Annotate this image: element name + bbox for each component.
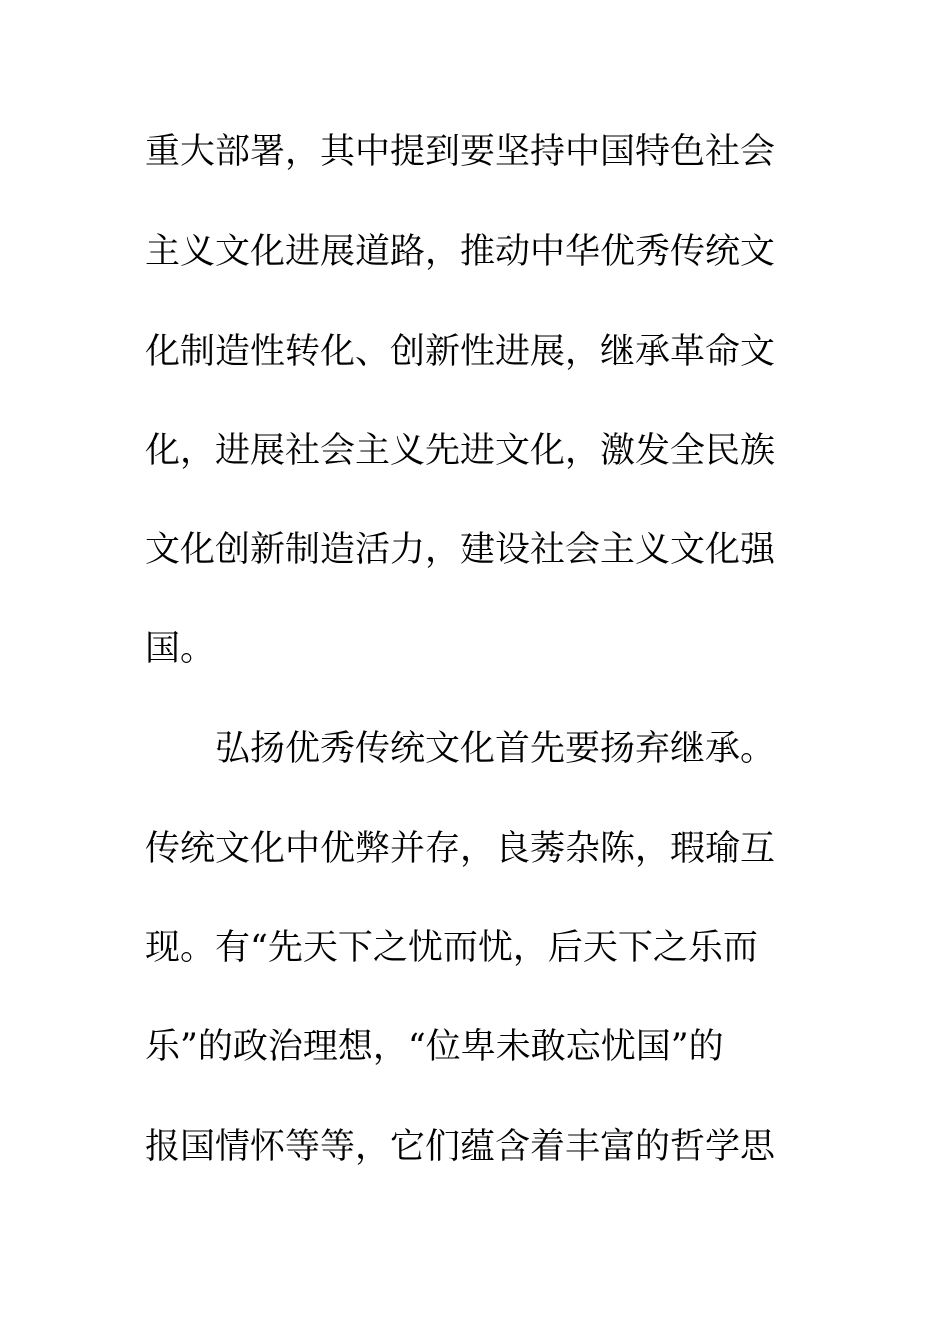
text-line-4: 化，进展社会主义先进文化，激发全民族 (145, 431, 776, 471)
paragraph-start-line: 弘扬优秀传统文化首先要扬弃继承。 (215, 729, 776, 769)
text-line-10: 乐”的政治理想，“位卑未敢忘忧国”的 (145, 1027, 724, 1067)
text-line-6: 国。 (145, 629, 216, 669)
text-line-3: 化制造性转化、创新性进展，继承革命文 (145, 332, 776, 372)
text-line-5: 文化创新制造活力，建设社会主义文化强 (145, 530, 776, 570)
text-line-8: 传统文化中优弊并存，良莠杂陈，瑕瑜互 (145, 829, 776, 869)
text-line-2: 主义文化进展道路，推动中华优秀传统文 (145, 232, 776, 272)
text-line-9: 现。有“先天下之忧而忧，后天下之乐而 (145, 928, 758, 968)
text-line-11: 报国情怀等等，它们蕴含着丰富的哲学思 (145, 1127, 776, 1167)
text-line-1: 重大部署，其中提到要坚持中国特色社会 (145, 132, 776, 172)
